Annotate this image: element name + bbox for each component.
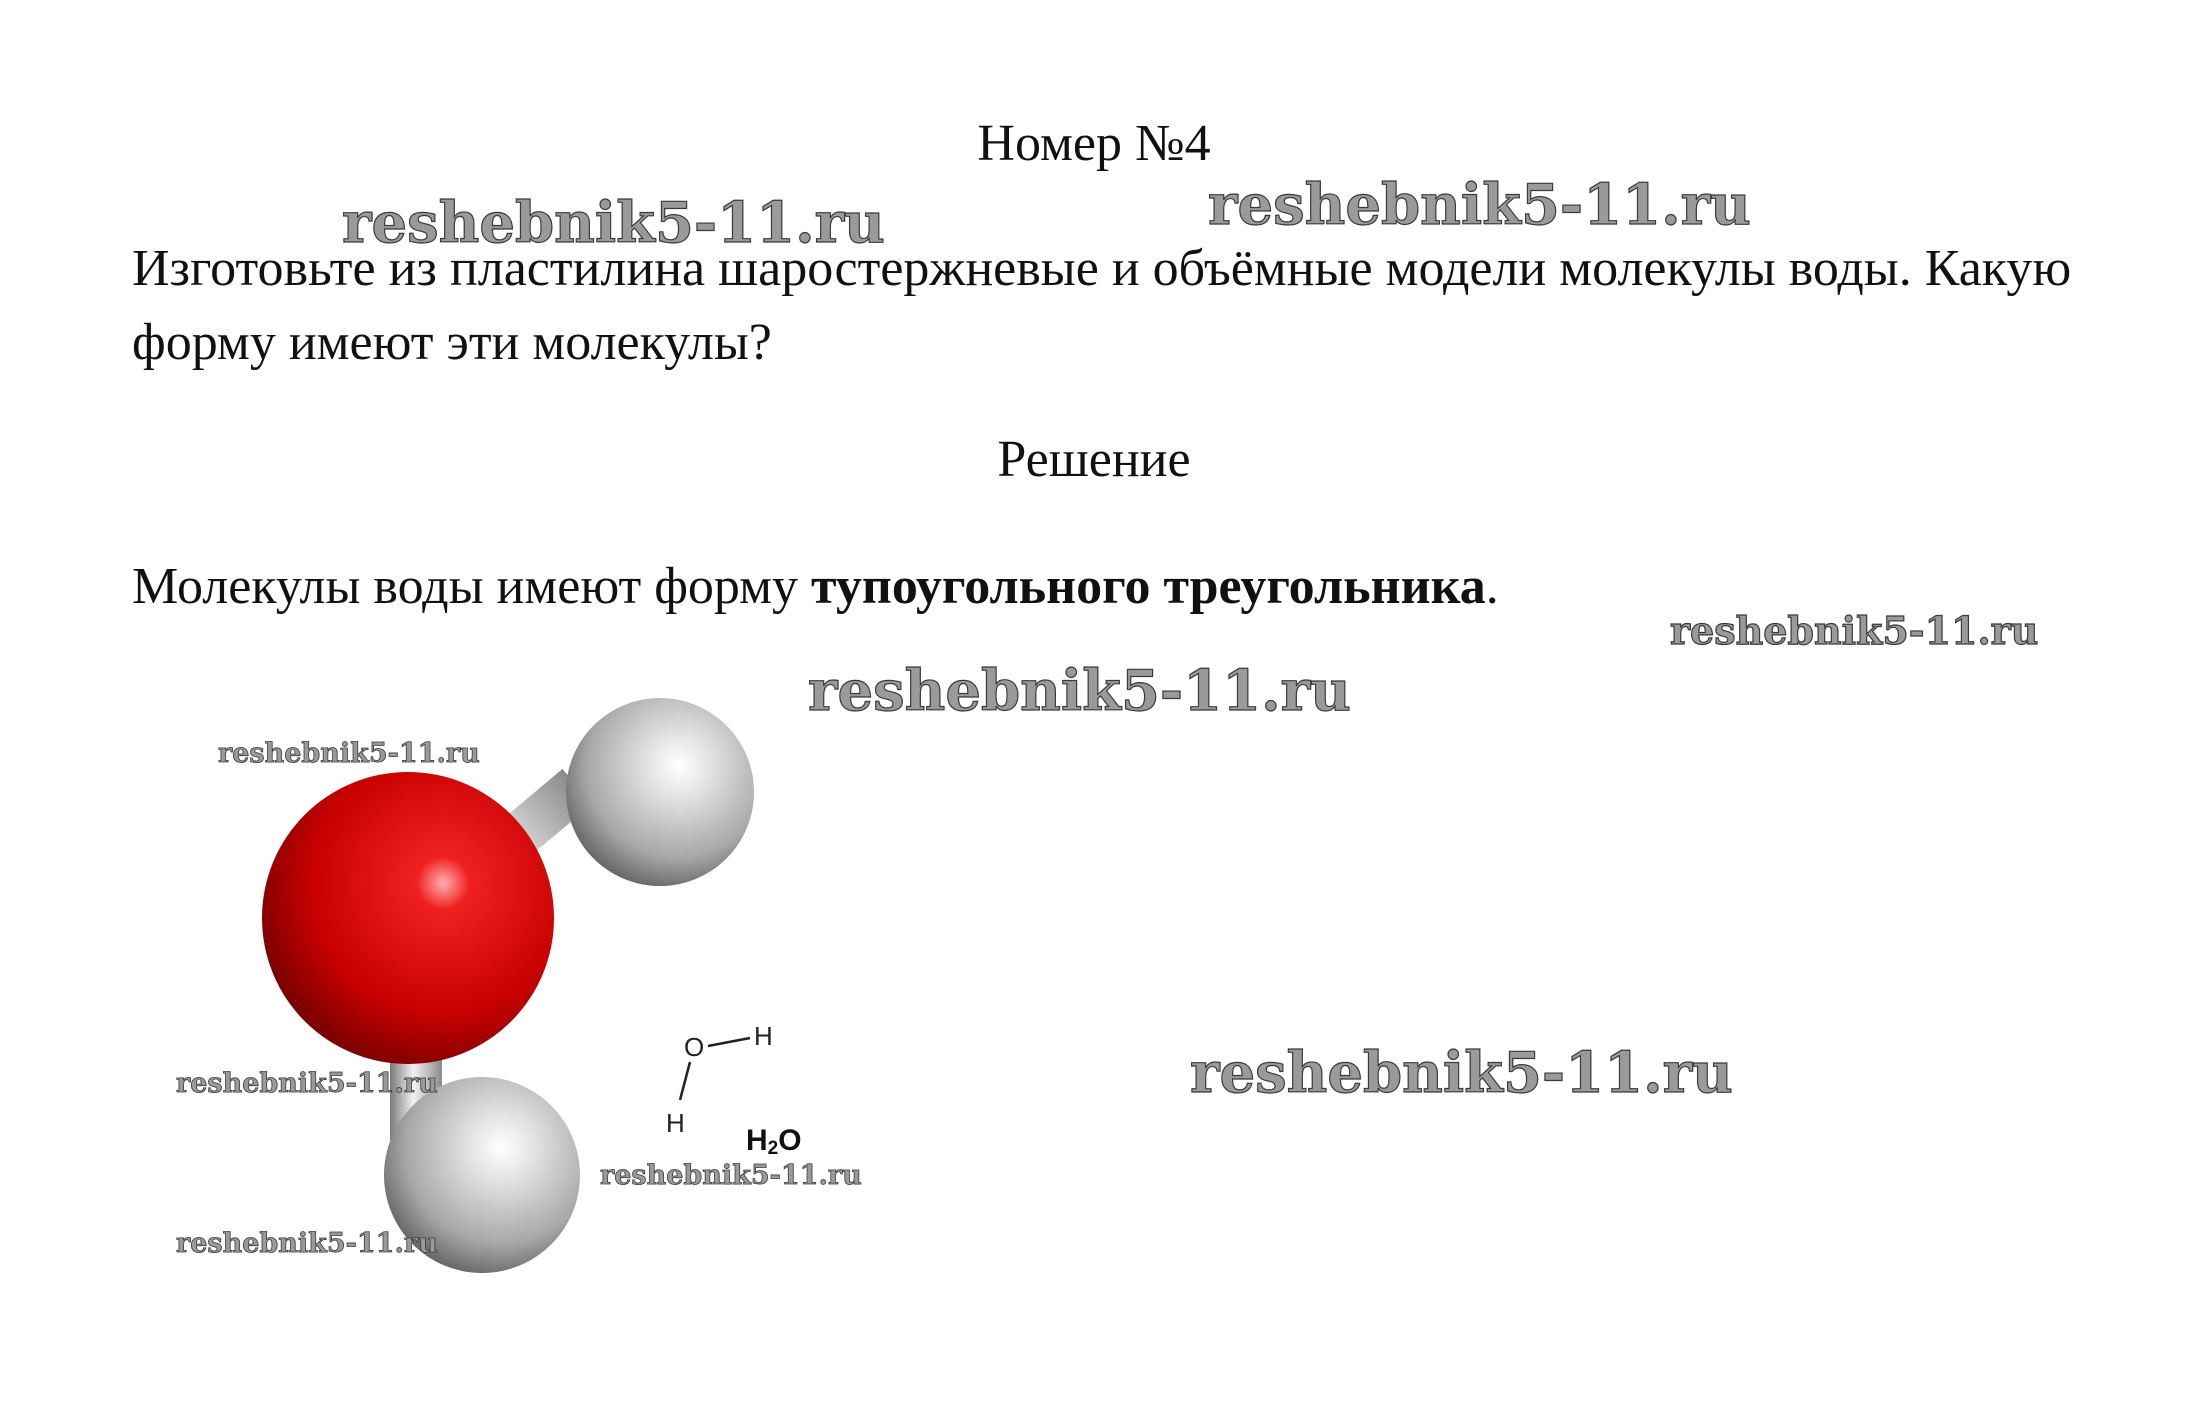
task-text: Изготовьте из пластилина шаростержневые и объёмные модели молекулы воды. Какую форму имеют эти молекулы? bbox=[132, 240, 2072, 371]
watermark: reshebnik5-11.ru bbox=[342, 190, 885, 256]
hydrogen-atom-upper bbox=[566, 698, 754, 886]
formula-o: O bbox=[684, 1032, 705, 1062]
watermark: reshebnik5-11.ru bbox=[1670, 608, 2039, 653]
watermark: reshebnik5-11.ru bbox=[600, 1160, 862, 1191]
structural-formula bbox=[650, 1000, 840, 1170]
formula-bond-oh2 bbox=[680, 1062, 690, 1100]
answer-prefix: Молекулы воды имеют форму bbox=[132, 558, 812, 615]
oxygen-atom bbox=[262, 772, 554, 1064]
watermark: reshebnik5-11.ru bbox=[218, 738, 480, 769]
answer-suffix: . bbox=[1485, 558, 1499, 615]
formula-bond-oh1 bbox=[708, 1038, 750, 1046]
formula-h-left: H bbox=[666, 1108, 685, 1138]
watermark: reshebnik5-11.ru bbox=[176, 1228, 438, 1259]
formula-h2o: H2O bbox=[746, 1124, 802, 1159]
watermark: reshebnik5-11.ru bbox=[1208, 172, 1751, 238]
formula-h-right: H bbox=[754, 1021, 773, 1051]
answer-bold: тупоугольного треугольника bbox=[811, 558, 1486, 615]
solution-heading: Решение bbox=[997, 431, 1191, 488]
watermark: reshebnik5-11.ru bbox=[808, 658, 1351, 724]
watermark: reshebnik5-11.ru bbox=[1190, 1040, 1733, 1106]
page-title: Номер №4 bbox=[977, 115, 1211, 172]
watermark: reshebnik5-11.ru bbox=[176, 1068, 438, 1099]
